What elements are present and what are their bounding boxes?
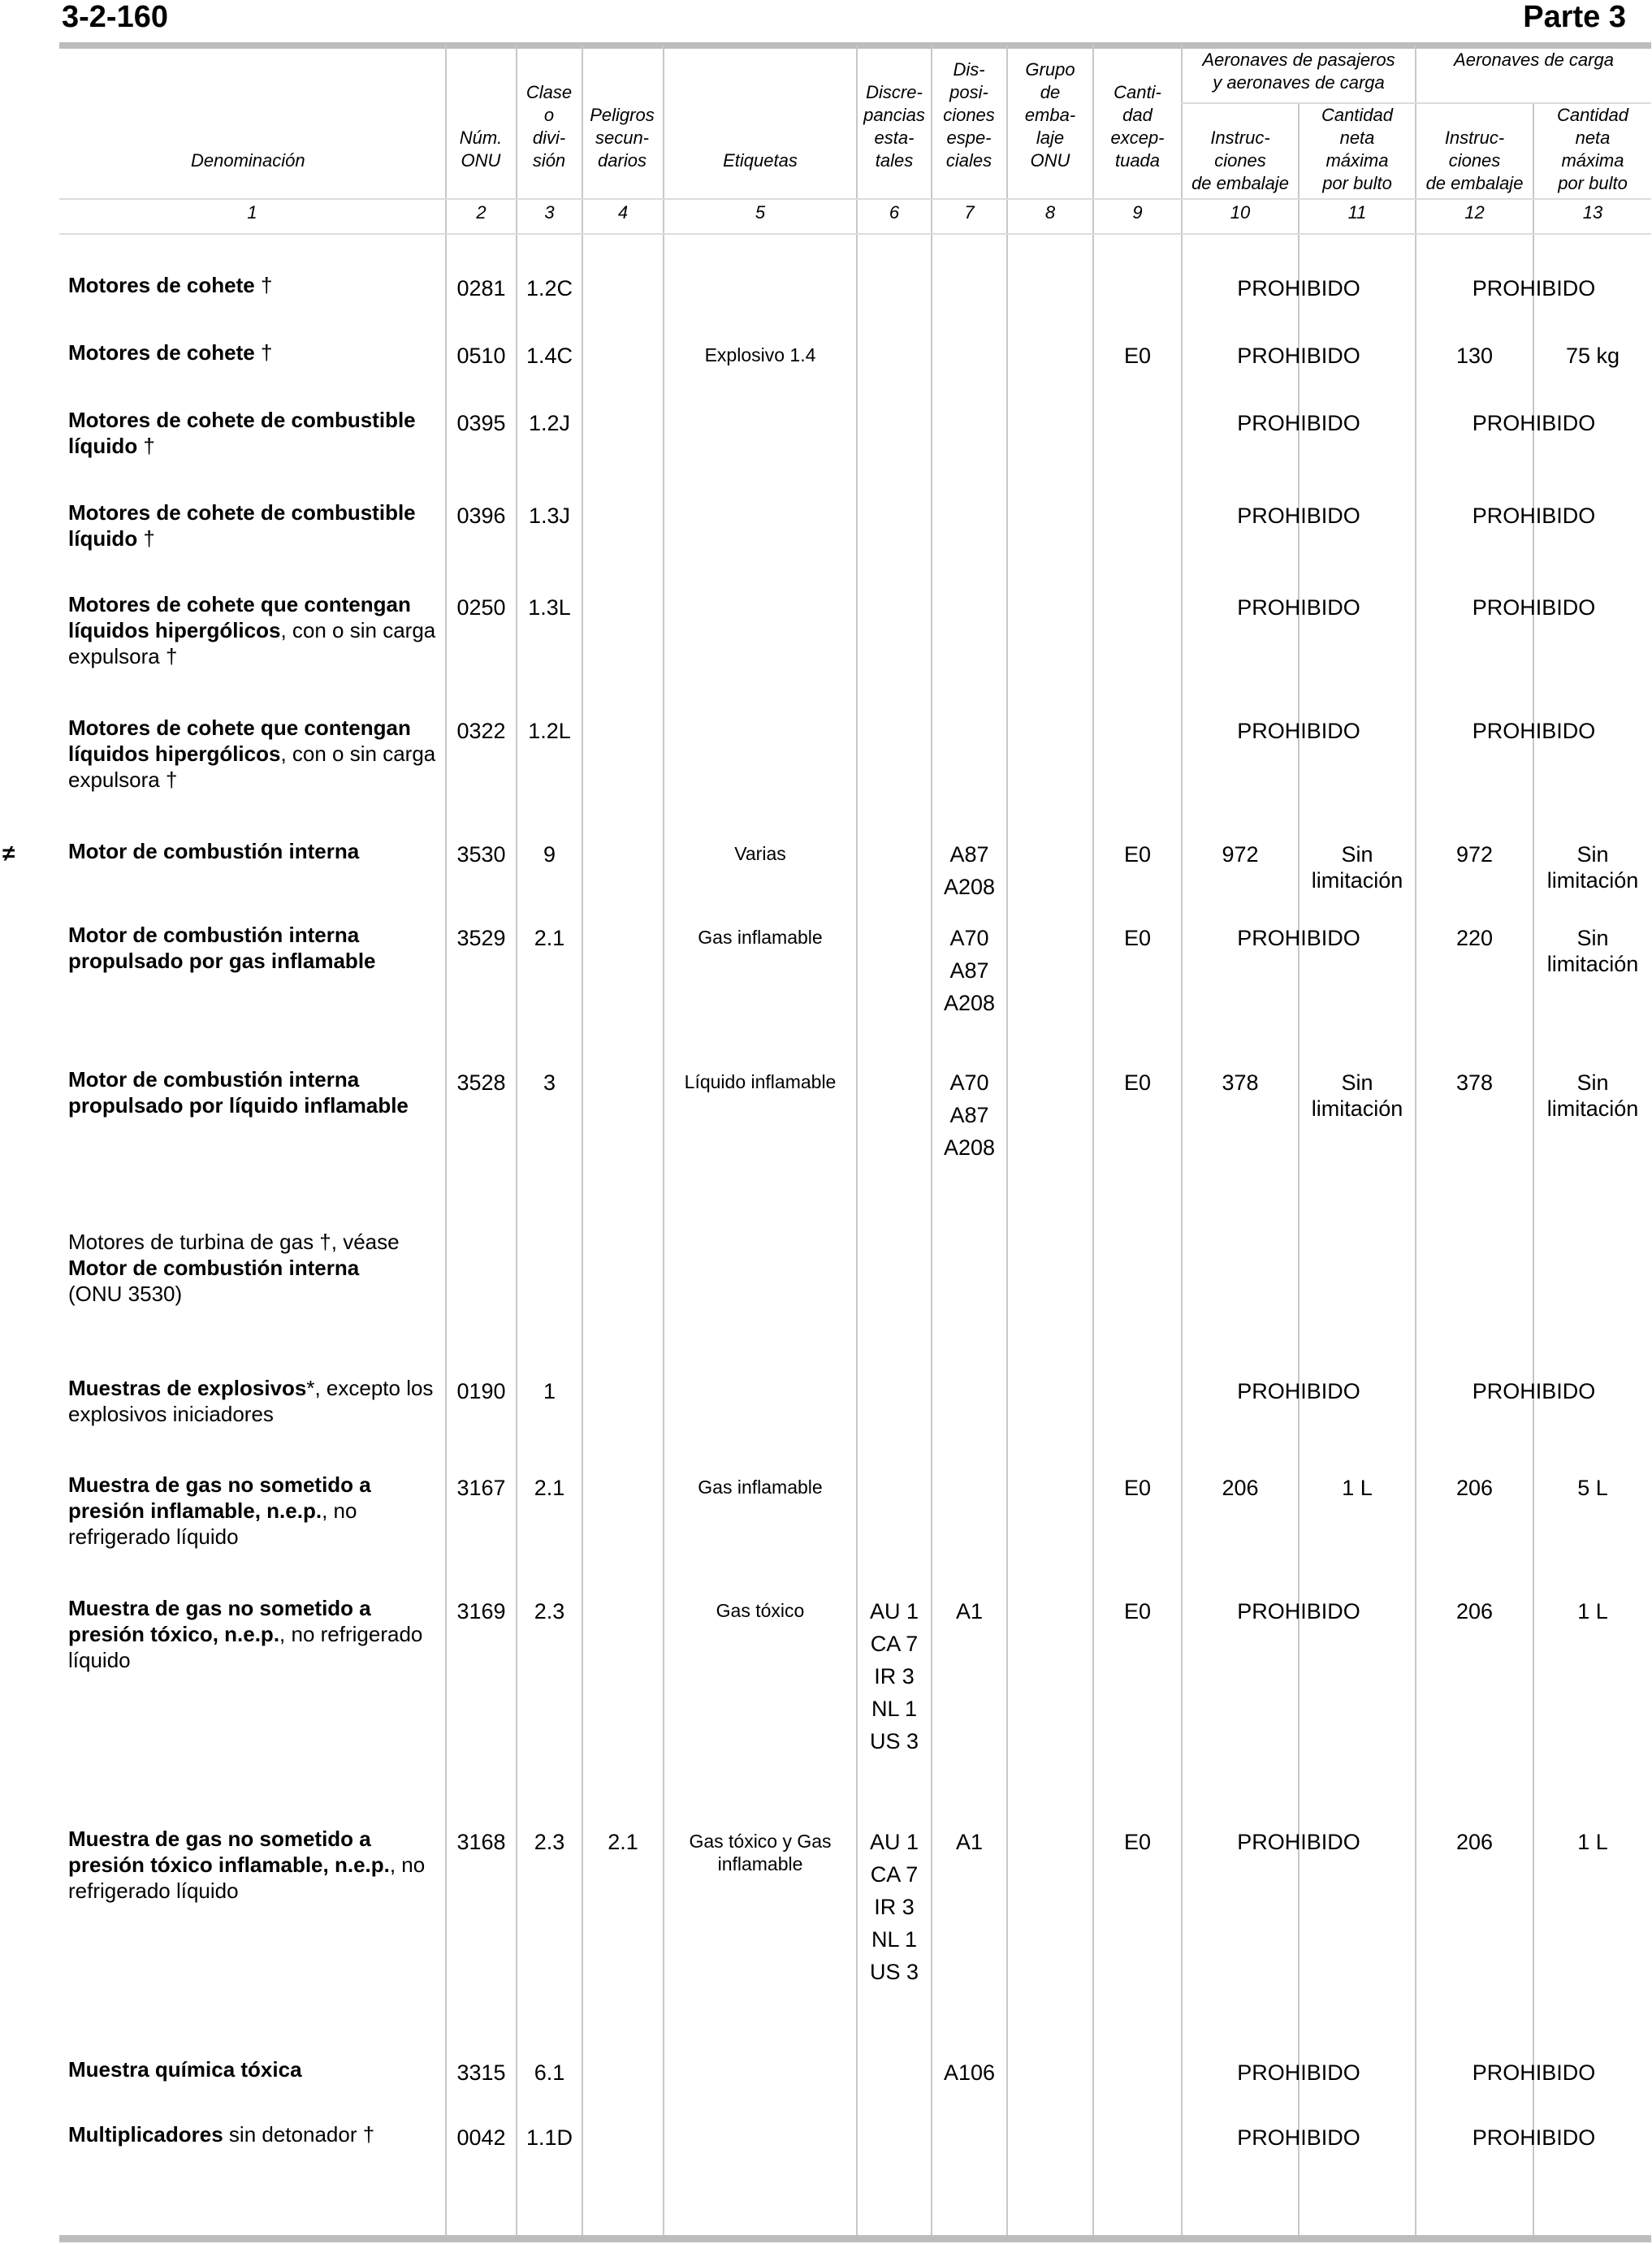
header-etiquetas: Etiquetas bbox=[723, 150, 798, 171]
row-class: 1.3J bbox=[528, 504, 571, 528]
row-special-provisions: A1 bbox=[955, 1599, 984, 1624]
row-name: Motores de cohete que contengan líquidos hipergólicos, con o sin carga expulsora † bbox=[68, 592, 436, 668]
row-prohibido-pax: PROHIBIDO bbox=[1237, 504, 1360, 528]
row-label: Gas tóxico bbox=[716, 1600, 805, 1621]
row-prohibido-pax: PROHIBIDO bbox=[1237, 276, 1360, 300]
row-un: 0250 bbox=[456, 595, 506, 620]
row-prohibido-cargo: PROHIBIDO bbox=[1472, 719, 1596, 743]
row-prohibido-pax: PROHIBIDO bbox=[1237, 926, 1360, 950]
row-excepted: E0 bbox=[1123, 842, 1152, 867]
row-pax-qty: Sin limitación bbox=[1311, 1070, 1403, 1121]
row-name: Motores de cohete de combustible líquido † bbox=[68, 500, 416, 551]
row-pax-qty: Sin limitación bbox=[1311, 842, 1403, 893]
row-name: Multiplicadores sin detonador † bbox=[68, 2122, 375, 2147]
row-cargo-pi: 378 bbox=[1455, 1070, 1494, 1095]
row-cargo-pi: 206 bbox=[1455, 1599, 1494, 1624]
header-cantidad-exceptuada: Canti- dad excep- tuada bbox=[1110, 82, 1165, 171]
row-special-provisions: A70 A87 A208 bbox=[943, 926, 996, 1015]
row-cargo-qty: 5 L bbox=[1577, 1476, 1608, 1500]
row-special-provisions: A1 bbox=[955, 1830, 984, 1854]
row-un: 3529 bbox=[456, 926, 506, 950]
row-cargo-pi: 206 bbox=[1455, 1476, 1494, 1500]
row-prohibido-cargo: PROHIBIDO bbox=[1472, 2125, 1596, 2150]
row-cargo-qty: Sin limitación bbox=[1546, 926, 1639, 976]
row-un: 0395 bbox=[456, 411, 506, 435]
row-class: 1.1D bbox=[525, 2125, 573, 2150]
row-class: 2.1 bbox=[534, 1476, 565, 1500]
row-excepted: E0 bbox=[1123, 1599, 1152, 1624]
row-prohibido-cargo: PROHIBIDO bbox=[1472, 411, 1596, 435]
header-instrucciones-pax: Instruc- ciones de embalaje bbox=[1191, 128, 1289, 193]
col-divider bbox=[516, 45, 517, 2238]
col-number: 4 bbox=[617, 202, 629, 223]
row-prohibido-pax: PROHIBIDO bbox=[1237, 719, 1360, 743]
row-prohibido-cargo: PROHIBIDO bbox=[1472, 276, 1596, 300]
header-num-onu: Núm. ONU bbox=[459, 128, 503, 171]
row-name: Muestra de gas no sometido a presión tóxico, n.e.p., no refrigerado líquido bbox=[68, 1596, 423, 1672]
row-pax-pi: 206 bbox=[1222, 1476, 1259, 1500]
row-un: 0281 bbox=[456, 276, 506, 300]
header-group-pasajeros: Aeronaves de pasajeros y aeronaves de carga bbox=[1202, 50, 1395, 93]
row-cargo-qty: 75 kg bbox=[1565, 344, 1620, 368]
row-prohibido-pax: PROHIBIDO bbox=[1237, 1599, 1360, 1624]
row-state-variations: AU 1 CA 7 IR 3 NL 1 US 3 bbox=[869, 1830, 919, 1984]
row-cargo-pi: 972 bbox=[1455, 842, 1494, 867]
row-class: 9 bbox=[543, 842, 556, 867]
row-cargo-qty: 1 L bbox=[1577, 1830, 1608, 1854]
row-cargo-pi: 130 bbox=[1455, 344, 1494, 368]
row-excepted: E0 bbox=[1123, 926, 1152, 950]
row-label: Varias bbox=[734, 843, 786, 864]
row-excepted: E0 bbox=[1123, 1476, 1152, 1500]
row-cargo-qty: Sin limitación bbox=[1546, 842, 1639, 893]
row-special-provisions: A70 A87 A208 bbox=[943, 1070, 996, 1160]
row-prohibido-pax: PROHIBIDO bbox=[1237, 344, 1360, 368]
row-class: 1.4C bbox=[525, 344, 573, 368]
row-class: 6.1 bbox=[534, 2060, 565, 2085]
colnum-rule bbox=[59, 233, 1651, 235]
row-pax-pi: 972 bbox=[1222, 842, 1259, 867]
row-name: Motor de combustión interna propulsado por líquido inflamable bbox=[68, 1067, 409, 1118]
col-number: 3 bbox=[544, 202, 555, 223]
col-number: 1 bbox=[247, 202, 257, 223]
header-instrucciones-carga: Instruc- ciones de embalaje bbox=[1425, 128, 1524, 193]
row-name: Muestra química tóxica bbox=[68, 2057, 302, 2082]
row-un: 3528 bbox=[456, 1070, 506, 1095]
col-divider bbox=[1092, 45, 1094, 2238]
row-class: 2.1 bbox=[534, 926, 565, 950]
row-state-variations: AU 1 CA 7 IR 3 NL 1 US 3 bbox=[869, 1599, 919, 1753]
header-rule bbox=[59, 198, 1651, 200]
row-prohibido-pax: PROHIBIDO bbox=[1237, 1830, 1360, 1854]
row-name: Motores de cohete de combustible líquido † bbox=[68, 408, 416, 458]
header-disposiciones: Dis- posi- ciones espe- ciales bbox=[943, 59, 995, 171]
row-name: Muestra de gas no sometido a presión inflamable, n.e.p., no refrigerado líquido bbox=[68, 1472, 371, 1549]
row-cross-reference: Motores de turbina de gas †, véase Motor de combustión interna (ONU 3530) bbox=[68, 1230, 400, 1306]
col-number: 11 bbox=[1347, 202, 1367, 223]
col-divider bbox=[445, 45, 447, 2238]
col-number: 6 bbox=[889, 202, 900, 223]
row-prohibido-cargo: PROHIBIDO bbox=[1472, 2060, 1596, 2085]
row-special-provisions: A87 A208 bbox=[943, 842, 996, 899]
col-number: 5 bbox=[755, 202, 766, 223]
row-pax-pi: 378 bbox=[1222, 1070, 1259, 1095]
col-divider bbox=[663, 45, 664, 2238]
header-discrepancias: Discre- pancias esta- tales bbox=[863, 82, 925, 171]
row-class: 1 bbox=[543, 1379, 556, 1403]
row-un: 3168 bbox=[456, 1830, 506, 1854]
row-un: 0042 bbox=[456, 2125, 506, 2150]
row-special-provisions: A106 bbox=[943, 2060, 996, 2085]
row-un: 0322 bbox=[456, 719, 506, 743]
row-name: Muestra de gas no sometido a presión tóxico inflamable, n.e.p., no refrigerado líquido bbox=[68, 1827, 426, 1903]
col-number: 12 bbox=[1464, 202, 1485, 223]
col-divider bbox=[1415, 45, 1416, 2238]
row-class: 1.2C bbox=[525, 276, 573, 300]
row-cargo-qty: 1 L bbox=[1577, 1599, 1608, 1624]
col-number: 10 bbox=[1230, 202, 1251, 223]
row-prohibido-pax: PROHIBIDO bbox=[1237, 1379, 1360, 1403]
header-peligros: Peligros secun- darios bbox=[590, 105, 655, 171]
row-class: 1.2J bbox=[528, 411, 571, 435]
row-name: Motores de cohete que contengan líquidos hipergólicos, con o sin carga expulsora † bbox=[68, 716, 436, 792]
row-un: 0190 bbox=[456, 1379, 506, 1403]
part-title: Parte 3 bbox=[1523, 0, 1626, 34]
page-number: 3-2-160 bbox=[62, 0, 168, 34]
row-label: Líquido inflamable bbox=[684, 1071, 837, 1092]
row-name: Motor de combustión interna propulsado por gas inflamable bbox=[68, 923, 376, 973]
col-divider bbox=[1006, 45, 1008, 2238]
bottom-rule bbox=[59, 2235, 1651, 2242]
col-number: 13 bbox=[1582, 202, 1603, 223]
row-cargo-pi: 206 bbox=[1455, 1830, 1494, 1854]
col-number: 7 bbox=[964, 202, 975, 223]
row-name: Muestras de explosivos*, excepto los explosivos iniciadores bbox=[68, 1376, 434, 1426]
row-cargo-qty: Sin limitación bbox=[1546, 1070, 1639, 1121]
row-name: Motores de cohete † bbox=[68, 273, 273, 297]
row-label: Gas inflamable bbox=[698, 1477, 823, 1498]
row-prohibido-pax: PROHIBIDO bbox=[1237, 2060, 1360, 2085]
header-clase: Clase o divi- sión bbox=[525, 82, 573, 171]
header-denominacion: Denominación bbox=[191, 150, 305, 171]
row-un: 3167 bbox=[456, 1476, 506, 1500]
not-equal-mark: ≠ bbox=[2, 841, 15, 866]
row-un: 3315 bbox=[456, 2060, 506, 2085]
row-un: 0510 bbox=[456, 344, 506, 368]
row-class: 1.3L bbox=[528, 595, 571, 620]
row-excepted: E0 bbox=[1123, 1070, 1152, 1095]
col-divider bbox=[1181, 45, 1183, 2238]
header-group-carga: Aeronaves de carga bbox=[1454, 50, 1614, 70]
row-subsidiary: 2.1 bbox=[608, 1830, 638, 1854]
row-prohibido-cargo: PROHIBIDO bbox=[1472, 595, 1596, 620]
row-prohibido-pax: PROHIBIDO bbox=[1237, 411, 1360, 435]
row-prohibido-cargo: PROHIBIDO bbox=[1472, 1379, 1596, 1403]
row-class: 1.2L bbox=[528, 719, 571, 743]
row-name: Motores de cohete † bbox=[68, 340, 273, 365]
row-class: 2.3 bbox=[534, 1599, 565, 1624]
col-number: 9 bbox=[1132, 202, 1143, 223]
row-prohibido-pax: PROHIBIDO bbox=[1237, 595, 1360, 620]
row-excepted: E0 bbox=[1123, 1830, 1152, 1854]
col-divider bbox=[582, 45, 583, 2238]
row-un: 0396 bbox=[456, 504, 506, 528]
row-un: 3530 bbox=[456, 842, 506, 867]
header-grupo-embalaje: Grupo de emba- laje ONU bbox=[1024, 59, 1076, 171]
row-pax-qty: 1 L bbox=[1342, 1476, 1373, 1500]
row-excepted: E0 bbox=[1123, 344, 1152, 368]
col-number: 8 bbox=[1044, 202, 1056, 223]
row-un: 3169 bbox=[456, 1599, 506, 1624]
row-cargo-pi: 220 bbox=[1455, 926, 1494, 950]
row-label: Gas inflamable bbox=[698, 927, 823, 948]
header-cantidad-pax: Cantidad neta máxima por bulto bbox=[1321, 105, 1394, 193]
row-name: Motor de combustión interna bbox=[68, 839, 360, 863]
row-label: Gas tóxico y Gas inflamable bbox=[689, 1831, 832, 1874]
row-class: 3 bbox=[543, 1070, 556, 1095]
row-label: Explosivo 1.4 bbox=[704, 344, 816, 365]
row-prohibido-cargo: PROHIBIDO bbox=[1472, 504, 1596, 528]
top-rule bbox=[59, 42, 1651, 49]
col-number: 2 bbox=[476, 202, 487, 223]
header-cantidad-carga: Cantidad neta máxima por bulto bbox=[1556, 105, 1629, 193]
row-class: 2.3 bbox=[534, 1830, 565, 1854]
row-prohibido-pax: PROHIBIDO bbox=[1237, 2125, 1360, 2150]
